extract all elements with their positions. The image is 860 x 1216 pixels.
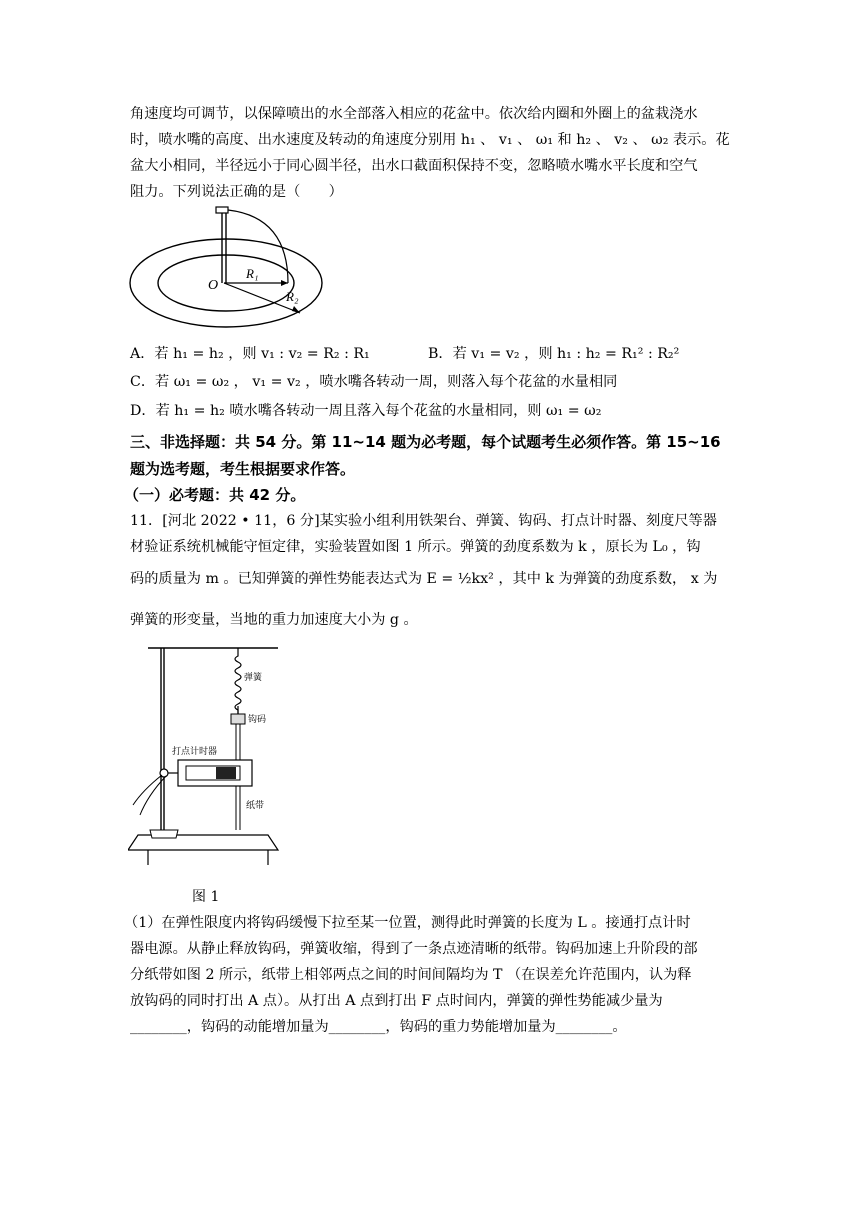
- r1-label: R₁: [246, 266, 259, 281]
- q11-line-2: 材验证系统机械能守恒定律，实验装置如图 1 所示。弹簧的劲度系数为 k ，原长为 L₀ ，钩: [130, 539, 701, 555]
- part1-line-4: 放钩码的同时打出 A 点）。从打出 A 点到打出 F 点时间内，弹簧的弹性势能减少量为: [130, 993, 663, 1009]
- section3-heading-line2: 题为选考题，考生根据要求作答。: [130, 460, 356, 478]
- intro-line-3: 盆大小相同，半径远小于同心圆半径，出水口截面积保持不变，忽略喷水嘴水平长度和空气: [130, 158, 698, 174]
- part1-line-2: 器电源。从静止释放钩码，弹簧收缩，得到了一条点迹清晰的纸带。钩码加速上升阶段的部: [130, 941, 698, 957]
- intro-line-1: 角速度均可调节，以保障喷出的水全部落入相应的花盆中。依次给内圈和外圈上的盆栽浇水: [130, 106, 698, 122]
- option-d: D．若 h₁ = h₂ 喷水嘴各转动一周且落入每个花盆的水量相同，则 ω₁ = ω₂: [130, 403, 602, 419]
- sprinkler-figure: [128, 203, 328, 335]
- weight-label: 钩码: [248, 715, 267, 725]
- option-a: A．若 h₁ = h₂ ，则 v₁ : v₂ = R₂ : R₁: [130, 346, 370, 362]
- r2-label: R₂: [286, 289, 299, 304]
- section3-heading-line1: 三、非选择题：共 54 分。第 11~14 题为必考题，每个试题考生必须作答。第 15~16: [130, 433, 721, 451]
- option-c: C．若 ω₁ = ω₂ ， v₁ = v₂ ，喷水嘴各转动一周，则落入每个花盆的水量相同: [130, 374, 618, 390]
- center-label: O: [208, 278, 219, 293]
- part1-line-3: 分纸带如图 2 所示，纸带上相邻两点之间的时间间隔均为 T （在误差允许范围内，认为释: [130, 967, 692, 983]
- subsection-heading: （一）必考题：共 42 分。: [124, 486, 306, 504]
- spring-label: 弹簧: [244, 673, 263, 683]
- tape-label: 纸带: [246, 801, 265, 811]
- q11-line-1: 11．[河北 2022 • 11，6 分]某实验小组利用铁架台、弹簧、钩码、打点计时器、刻度尺等器: [130, 513, 717, 529]
- part1-line-5: ________，钩码的动能增加量为________，钩码的重力势能增加量为________。: [130, 1019, 627, 1035]
- option-b: B．若 v₁ = v₂ ，则 h₁ : h₂ = R₁² : R₂²: [428, 346, 680, 362]
- part1-line-1: （1）在弹性限度内将钩码缓慢下拉至某一位置，测得此时弹簧的长度为 L 。接通打点计时: [124, 915, 691, 931]
- intro-line-2: 时，喷水嘴的高度、出水速度及转动的角速度分别用 h₁ 、 v₁ 、 ω₁ 和 h₂ 、 v₂ 、 ω₂ 表示。花: [130, 132, 730, 148]
- intro-line-4: 阻力。下列说法正确的是（ ）: [130, 184, 343, 200]
- q11-line-4: 弹簧的形变量，当地的重力加速度大小为 g 。: [130, 612, 418, 628]
- q11-line-3: 码的质量为 m 。已知弹簧的弹性势能表达式为 E = ½kx² ，其中 k 为弹簧的劲度系数， x 为: [130, 571, 718, 587]
- figure-caption: 图 1: [192, 889, 220, 905]
- apparatus-figure: [128, 640, 288, 880]
- timer-label: 打点计时器: [172, 747, 218, 757]
